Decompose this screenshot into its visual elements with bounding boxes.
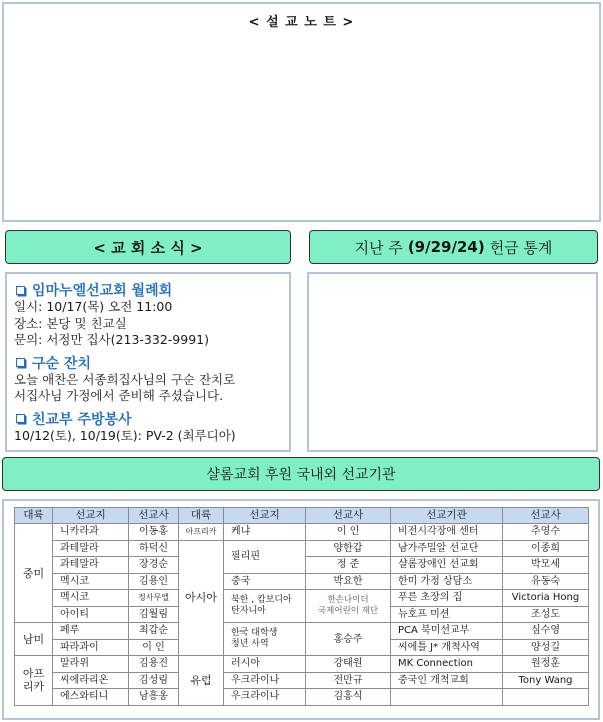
cell-missionary: 홍승주	[306, 623, 391, 656]
cell-mission-field: 씨에라리온	[53, 672, 129, 689]
missions-title: 샬롬교회 후원 국내외 선교기관	[206, 467, 396, 483]
table-row	[15, 540, 589, 557]
cell-org-missionary: Tony Wang	[503, 672, 589, 689]
cell-missionary: 정 준	[306, 557, 391, 574]
cell-missionary: 이 인	[306, 524, 391, 541]
news-item-title: 구순 잔치	[32, 355, 91, 372]
table-row	[15, 689, 589, 706]
table-header-row	[15, 508, 589, 524]
church-news-title: < 교 회 소 식 >	[93, 238, 203, 257]
cell-missionary: 이 인	[129, 639, 179, 656]
cell-org-missionary: 원정훈	[503, 656, 589, 673]
header-continent: 대륙	[179, 508, 224, 524]
news-item-title: 임마누엘선교회 월례회	[32, 283, 173, 299]
news-item-line: 서집사님 가정에서 준비해 주셨습니다.	[14, 388, 224, 403]
cell-org-missionary: 양성길	[503, 639, 589, 656]
cell-organization: 씨에틀 J* 개척사역	[391, 639, 503, 656]
table-row	[15, 590, 589, 607]
cell-org-missionary-empty	[503, 689, 589, 706]
cell-missionary: 박요한	[306, 573, 391, 590]
cell-organization: 한미 가정 상담소	[391, 573, 503, 590]
cell-mission-field: 멕시코	[53, 590, 129, 607]
square-bullet-icon	[16, 414, 25, 423]
table-row	[15, 656, 589, 673]
table-row	[15, 524, 589, 541]
cell-mission-field	[224, 590, 306, 623]
cell-missionary: 김홍식	[306, 689, 391, 706]
cell-organization: PCA 북미선교부	[391, 623, 503, 640]
cell-organization: 비전시각장애 센터	[391, 524, 503, 541]
cell-missionary: 양한갑	[306, 540, 391, 557]
offering-title-suffix: 헌금 통계	[489, 238, 553, 257]
news-item	[14, 410, 289, 445]
table-row	[15, 672, 589, 689]
header-mission-field: 선교지	[53, 508, 129, 524]
cell-missionary: 김월림	[129, 606, 179, 623]
table-row	[15, 573, 589, 590]
cell-missionary: 이동홍	[129, 524, 179, 541]
cell-organization: 샬롬장애인 선교회	[391, 557, 503, 574]
sermon-notes-title: < 설 교 노 트 >	[248, 15, 355, 30]
cell-missionary: 김용인	[129, 573, 179, 590]
cell-mission-field: 필리핀	[224, 540, 306, 573]
cell-mission-field: 과테말라	[53, 540, 129, 557]
cell-organization: 중국인 개척교회	[391, 672, 503, 689]
cell-missionary: 전만규	[306, 672, 391, 689]
offering-title-date: (9/29/24)	[407, 238, 485, 256]
header-missionary: 선교사	[503, 508, 589, 524]
cell-mission-field	[224, 623, 306, 656]
header-missionary: 선교사	[306, 508, 391, 524]
cell-line: 탄자니아	[231, 606, 266, 616]
cell-continent: 남미	[15, 623, 53, 656]
cell-org-missionary: 유동숙	[503, 573, 589, 590]
cell-organization: 뉴호프 미션	[391, 606, 503, 623]
cell-organization-empty	[391, 689, 503, 706]
cell-missionary: 김성림	[129, 672, 179, 689]
cell-missionary: 하덕신	[129, 540, 179, 557]
cell-missionary: 김용진	[129, 656, 179, 673]
header-missionary: 선교사	[129, 508, 179, 524]
missions-table	[14, 507, 589, 706]
cell-missionary: 강태원	[306, 656, 391, 673]
cell-org-missionary: 조성도	[503, 606, 589, 623]
news-item-line: 일시: 10/17(목) 오전 11:00	[14, 299, 173, 314]
cell-organization: 남가주밀알 선교단	[391, 540, 503, 557]
missions-header	[2, 457, 600, 491]
cell-mission-field: 아이티	[53, 606, 129, 623]
church-news-panel	[5, 272, 291, 452]
cell-missionary: 최갑순	[129, 623, 179, 640]
cell-line: 한손나이더	[327, 595, 369, 605]
news-item-line: 오늘 애찬은 서종희집사님의 구순 잔치로	[14, 371, 236, 387]
cell-continent: 중미	[15, 524, 53, 623]
cell-continent-text: 아프리카	[22, 667, 45, 694]
cell-org-missionary: 박모세	[503, 557, 589, 574]
cell-line: 한국 대학생	[231, 628, 278, 638]
news-item-line: 10/12(토), 10/19(토): PV-2 (최루디아)	[14, 427, 236, 443]
news-item-title: 친교부 주방봉사	[32, 411, 132, 428]
news-item-line: 장소: 본당 및 친교실	[14, 315, 127, 331]
cell-continent: 아프리카	[179, 524, 224, 541]
cell-line: 국제어린이 재단	[317, 606, 379, 616]
cell-mission-field: 우크라이나	[224, 689, 306, 706]
cell-missionary: 장경순	[129, 557, 179, 574]
cell-missionary: 정사무엘	[129, 590, 179, 607]
offering-stats-panel	[307, 272, 598, 452]
offering-stats-header	[309, 230, 598, 264]
news-item-heading	[14, 410, 289, 428]
square-bullet-icon	[16, 286, 25, 295]
offering-title-prefix: 지난 주	[354, 238, 403, 257]
cell-continent: 유럽	[179, 656, 224, 706]
cell-mission-field: 말라위	[53, 656, 129, 673]
cell-missionary: 남흥옹	[129, 689, 179, 706]
cell-org-missionary: Victoria Hong	[503, 590, 589, 607]
cell-missionary	[306, 590, 391, 623]
sermon-notes-panel	[2, 2, 601, 222]
cell-organization: 푸른 초장의 집	[391, 590, 503, 607]
header-organization: 선교기관	[391, 508, 503, 524]
news-item-heading	[14, 354, 289, 372]
cell-org-missionary: 심수영	[503, 623, 589, 640]
news-item-line: 문의: 서정만 집사(213-332-9991)	[14, 332, 209, 347]
cell-org-missionary: 추영수	[503, 524, 589, 541]
cell-mission-field: 파라과이	[53, 639, 129, 656]
cell-organization: MK Connection	[391, 656, 503, 673]
header-continent: 대륙	[15, 508, 53, 524]
cell-continent: 아시아	[179, 540, 224, 656]
cell-line: 북한 , 캄보디아	[231, 595, 292, 605]
cell-mission-field: 케냐	[224, 524, 306, 541]
cell-continent	[15, 656, 53, 706]
cell-org-missionary: 이종희	[503, 540, 589, 557]
header-mission-field: 선교지	[224, 508, 306, 524]
cell-mission-field: 우크라이나	[224, 672, 306, 689]
cell-mission-field: 니카라과	[53, 524, 129, 541]
cell-mission-field: 러시아	[224, 656, 306, 673]
church-news-header	[5, 230, 291, 264]
news-item	[14, 281, 289, 349]
news-item	[14, 354, 289, 405]
cell-mission-field: 멕시코	[53, 573, 129, 590]
missions-table-panel	[2, 499, 600, 720]
cell-mission-field: 과테말라	[53, 557, 129, 574]
cell-mission-field: 중국	[224, 573, 306, 590]
cell-mission-field: 에스와티니	[53, 689, 129, 706]
square-bullet-icon	[16, 358, 25, 367]
cell-line: 청년 사역	[231, 639, 269, 649]
table-row	[15, 623, 589, 640]
cell-mission-field: 페루	[53, 623, 129, 640]
news-item-heading	[14, 281, 289, 299]
